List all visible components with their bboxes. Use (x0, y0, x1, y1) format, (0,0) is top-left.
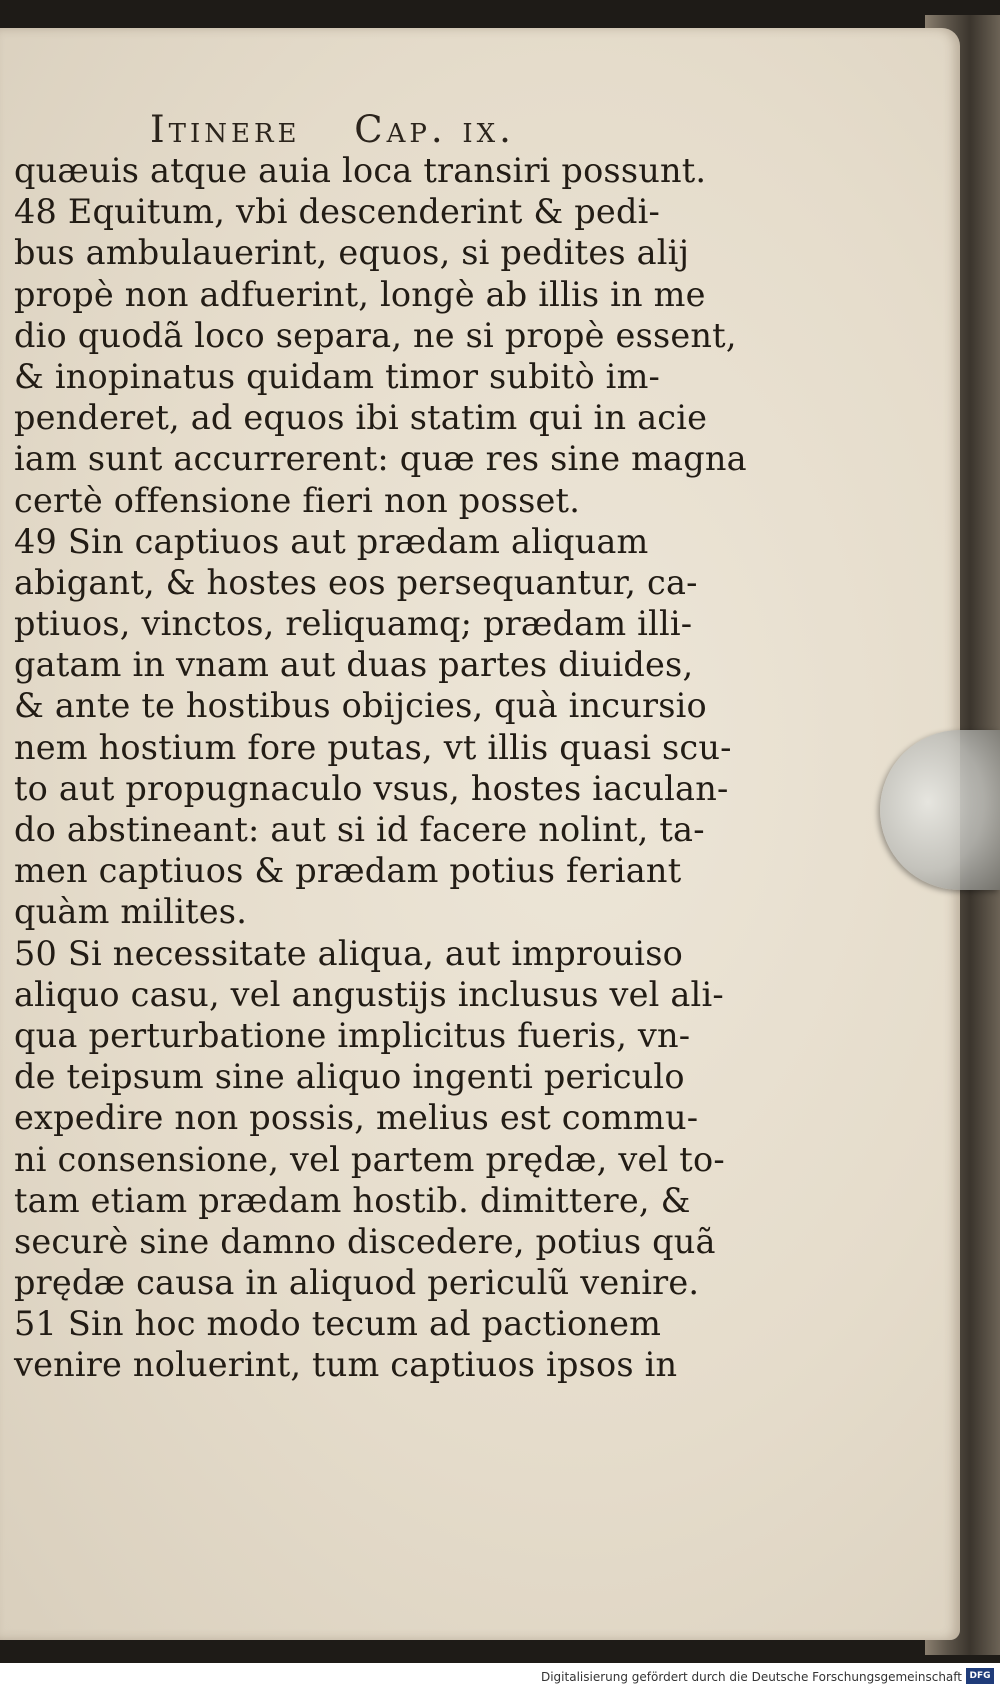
text-line: & inopinatus quidam timor subitò im- (14, 356, 661, 396)
book-page (0, 28, 960, 1640)
dfg-logo: DFG (966, 1668, 994, 1684)
text-line: 49 Sin captiuos aut prædam aliquam (14, 521, 649, 561)
text-line: quæuis atque auia loca transiri possunt. (14, 151, 707, 190)
text-line: men captiuos & prædam potius feriant (14, 851, 682, 891)
text-line: do abstineant: aut si id facere nolint, ta- (14, 810, 705, 849)
header-chapter: Cap. ix. (354, 108, 515, 151)
text-line: abigant, & hostes eos persequantur, ca- (14, 562, 698, 602)
text-line: aliquo casu, vel angustijs inclusus vel ali- (14, 974, 724, 1014)
text-line: nem hostium fore putas, vt illis quasi scu- (14, 727, 732, 767)
text-line: 48 Equitum, vbi descenderint & pedi- (14, 192, 661, 232)
text-line: expedire non possis, melius est commu- (14, 1098, 699, 1138)
text-line: tam etiam prædam hostib. dimittere, & (14, 1180, 691, 1220)
text-line: ptiuos, vinctos, reliquamq; prædam illi- (14, 604, 693, 644)
text-line: 50 Si necessitate aliqua, aut improuiso (14, 933, 683, 973)
text-line: certè offensione fieri non posset. (14, 480, 581, 520)
footer-bar (0, 1663, 1000, 1690)
text-line: iam sunt accurrerent: quæ res sine magna (14, 439, 747, 479)
text-line: securè sine damno discedere, potius quã (14, 1221, 716, 1261)
text-line: gatam in vnam aut duas partes diuides, (14, 645, 694, 685)
header-title: Itinere (150, 108, 301, 151)
text-line: & ante te hostibus obijcies, quà incursio (14, 686, 707, 726)
text-line: quàm milites. (14, 892, 248, 932)
text-line: penderet, ad equos ibi statim qui in acie (14, 398, 708, 438)
text-line: bus ambulauerint, equos, si pedites alij (14, 233, 690, 273)
text-line: 51 Sin hoc modo tecum ad pactionem (14, 1304, 662, 1344)
text-line: ni consensione, vel partem prędæ, vel to- (14, 1139, 725, 1179)
text-line: propè non adfuerint, longè ab illis in me (14, 274, 706, 314)
text-line: qua perturbatione implicitus fueris, vn- (14, 1015, 691, 1055)
text-line: de teipsum sine aliquo ingenti periculo (14, 1057, 685, 1097)
body-text (14, 150, 747, 1386)
running-header (150, 108, 553, 151)
text-line: prędæ causa in aliquod periculũ venire. (14, 1263, 700, 1303)
text-line: to aut propugnaculo vsus, hostes iaculan- (14, 768, 729, 808)
text-line: venire noluerint, tum captiuos ipsos in (14, 1345, 678, 1385)
digitization-credit: Digitalisierung gefördert durch die Deutsche Forschungsgemeinschaft (540, 1670, 962, 1684)
text-line: dio quodã loco separa, ne si propè essent, (14, 315, 737, 355)
